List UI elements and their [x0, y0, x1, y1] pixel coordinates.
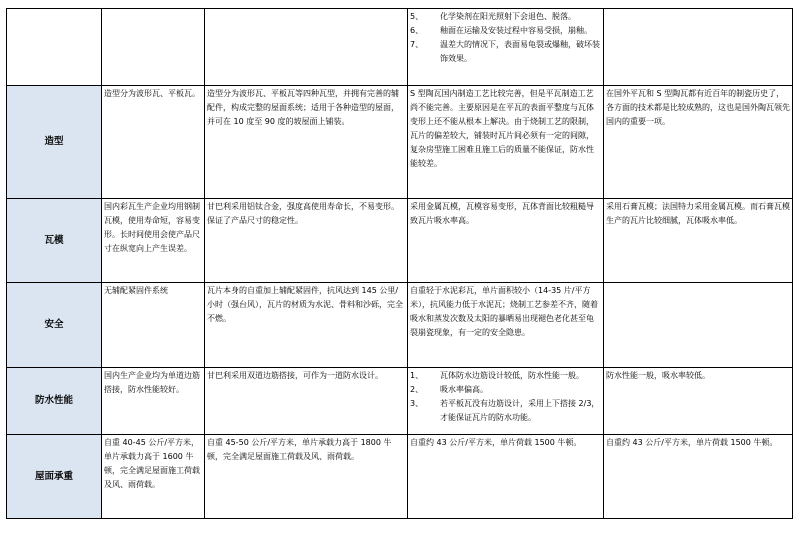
item-list	[410, 369, 601, 425]
ceramic-domestic-cell: 自重轻于水泥彩瓦，单片面积较小（14-35 片/平方米），抗风能力低于水泥瓦；烧制工艺参差不齐，随着吸水和蒸发次数及太阳的暴晒易出现褪色老化甚至龟裂崩瓷现象，有一定的安全隐患。	[408, 283, 604, 368]
table-row	[7, 86, 793, 199]
ceramic-domestic-cell: 采用金属瓦模，瓦模容易变形，瓦体背面比较粗糙导致瓦片吸水率高。	[408, 199, 604, 283]
gambari-cell: 造型分为波形瓦、平板瓦等四种瓦型，并拥有完善的辅配件，构成完整的屋面系统；适用于各种造型的屋面，并可在 10 度至 90 度的坡屋面上铺装。	[205, 86, 408, 199]
list-item: 7、 温差大的情况下，表面易龟裂或爆釉，破坏装饰效果。	[410, 40, 600, 63]
ceramic-foreign-cell: 自重约 43 公斤/平方米，单片荷载 1500 牛顿。	[604, 435, 793, 519]
domestic-cell: 国内彩瓦生产企业均用钢制瓦模，使用寿命短，容易变形。长时间使用会使产品尺寸在纵宽向上产生误差。	[102, 199, 205, 283]
domestic-cell: 无辅配紧固件系统	[102, 283, 205, 368]
gambari-cell	[205, 9, 408, 86]
table-row	[7, 368, 793, 435]
gambari-cell: 甘巴利采用双道边筋搭接，可作为一道防水设计。	[205, 368, 408, 435]
comparison-table	[6, 8, 793, 519]
row-label-cell	[7, 9, 102, 86]
list-item: 1、 瓦体防水边筋设计较低，防水性能一般。	[410, 371, 584, 380]
domestic-cell	[102, 9, 205, 86]
ceramic-domestic-cell	[408, 368, 604, 435]
ceramic-foreign-cell: 防水性能一般，吸水率较低。	[604, 368, 793, 435]
row-label-cell: 造型	[7, 86, 102, 199]
domestic-cell: 国内生产企业均为单道边筋搭接，防水性能较好。	[102, 368, 205, 435]
table-row	[7, 199, 793, 283]
table-row	[7, 283, 793, 368]
gambari-cell: 瓦片本身的自重加上辅配紧固件，抗风达到 145 公里/小时（强台风），瓦片的材质为水泥、骨料和沙砾，完全不燃。	[205, 283, 408, 368]
gambari-cell: 甘巴利采用铝钛合金，强度高使用寿命长，不易变形。保证了产品尺寸的稳定性。	[205, 199, 408, 283]
ceramic-domestic-cell	[408, 9, 604, 86]
domestic-cell: 自重 40-45 公斤/平方米，单片承载力高于 1600 牛顿，完全满足屋面施工荷载及风、雨荷载。	[102, 435, 205, 519]
list-item: 2、 吸水率偏高。	[410, 385, 488, 394]
row-label-cell: 防水性能	[7, 368, 102, 435]
ceramic-domestic-cell: S 型陶瓦国内制造工艺比较完善，但是平瓦制造工艺尚不能完善。主要原因是在平瓦的表面平整度与瓦体变形上还不能从根本上解决。由于烧制工艺的限制，瓦片的偏差较大，铺装时瓦片间必须有一定的间隙，复杂房型施工困难且施工后的质量不能保证，防水性能较差。	[408, 86, 604, 199]
item-list	[410, 10, 601, 66]
domestic-cell: 造型分为波形瓦、平板瓦。	[102, 86, 205, 199]
list-item: 6、 釉面在运输及安装过程中容易受损，崩釉。	[410, 26, 592, 35]
row-label-cell: 安全	[7, 283, 102, 368]
ceramic-foreign-cell: 在国外平瓦和 S 型陶瓦都有近百年的制瓷历史了，各方面的技术都是比较成熟的，这也是国外陶瓦领先国内的重要一项。	[604, 86, 793, 199]
ceramic-foreign-cell	[604, 283, 793, 368]
ceramic-foreign-cell: 采用石膏瓦模；法国特力采用金属瓦模。而石膏瓦模生产的瓦片比较细腻，瓦体吸水率低。	[604, 199, 793, 283]
table-row	[7, 435, 793, 519]
gambari-cell: 自重 45-50 公斤/平方米，单片承载力高于 1800 牛顿，完全满足屋面施工荷载及风、雨荷载。	[205, 435, 408, 519]
row-label-cell: 瓦模	[7, 199, 102, 283]
list-item: 3、 若平板瓦没有边筋设计，采用上下搭接 2/3，才能保证瓦片的防水功能。	[410, 399, 600, 422]
ceramic-domestic-cell: 自重约 43 公斤/平方米，单片荷载 1500 牛顿。	[408, 435, 604, 519]
table-row	[7, 9, 793, 86]
list-item: 5、 化学染剂在阳光照射下会退色、脱落。	[410, 12, 576, 21]
row-label-cell: 屋面承重	[7, 435, 102, 519]
ceramic-foreign-cell	[604, 9, 793, 86]
